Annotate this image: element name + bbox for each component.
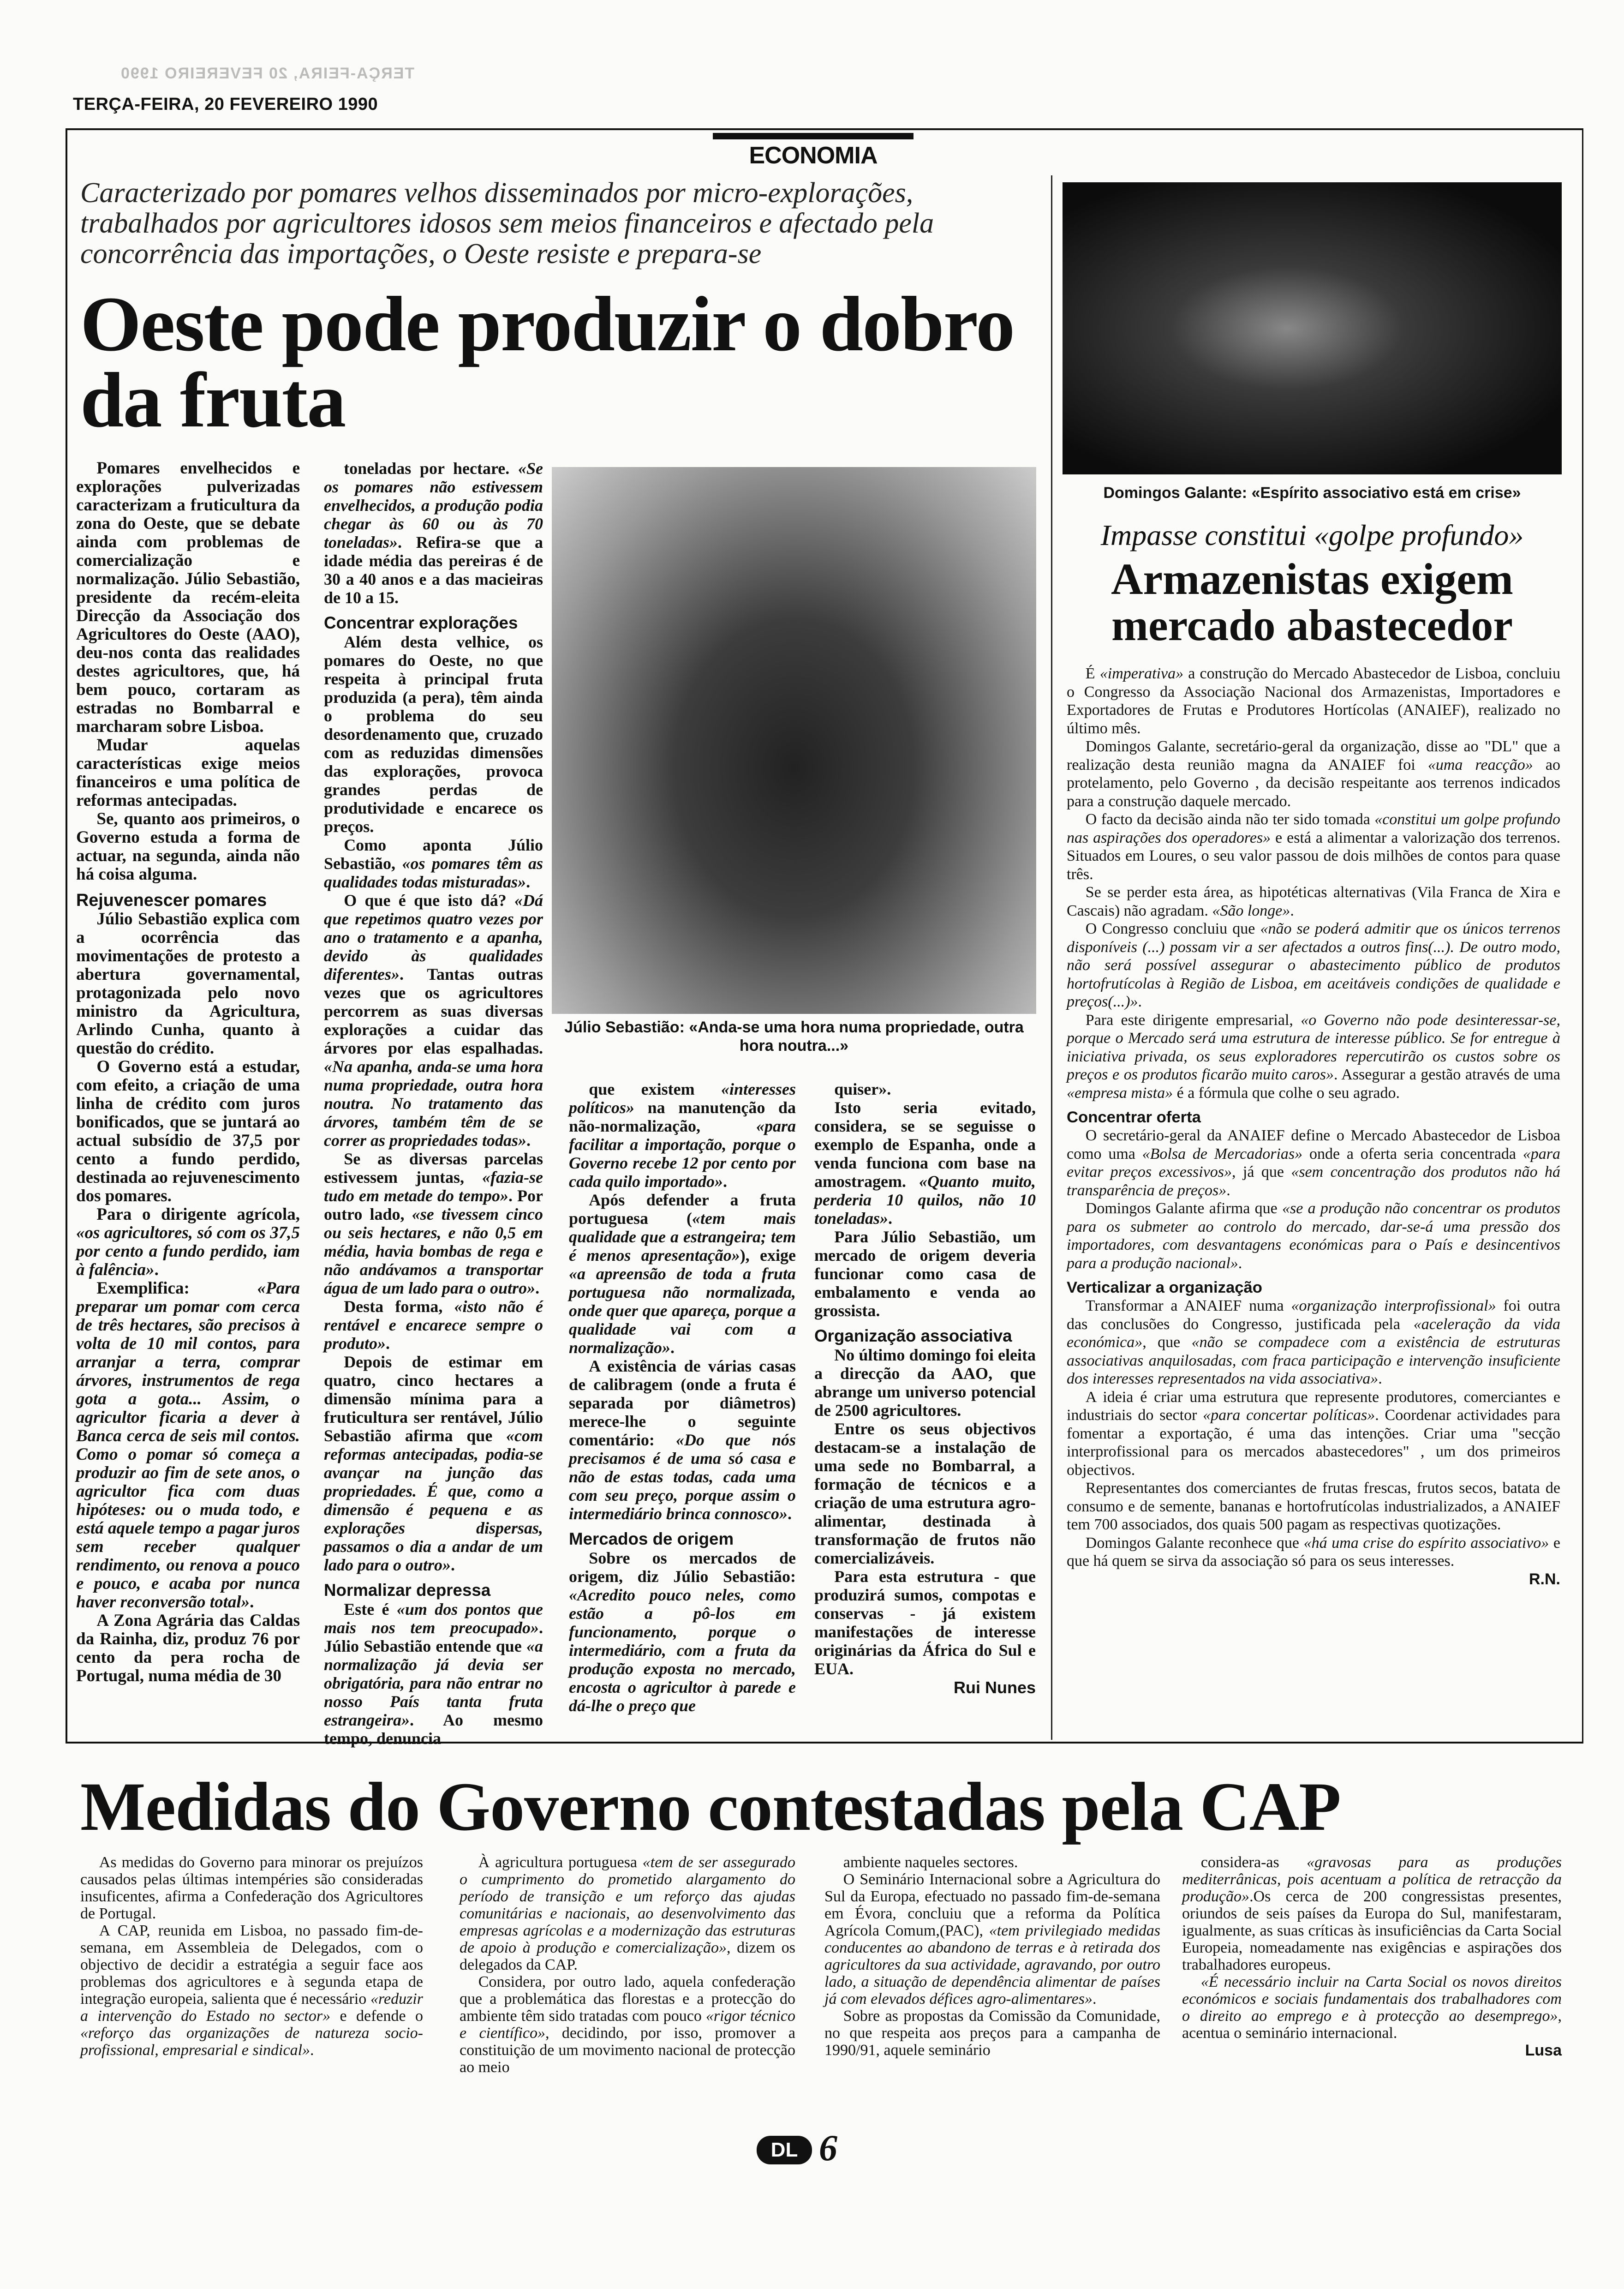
paragraph: Como aponta Júlio Sebastião, «os pomares têm as qualidades todas misturadas». (324, 836, 543, 891)
paragraph: Para Júlio Sebastião, um mercado de origem deveria funcionar como casa de embalamento e venda ao grossista. (814, 1228, 1036, 1320)
side-article-headline: Armazenistas exigem mercado abastecedor (1111, 554, 1513, 650)
subheading: Rejuvenescer pomares (76, 890, 267, 910)
paragraph: A existência de várias casas de calibragem (onde a fruta é separada por diâmetros) merece-lhe o seguinte comentário: «Do que nós precisamos é de uma só casa e não de estas todas, cada uma com seu preço, porque assim o intermediário brinca connosco». (569, 1357, 796, 1523)
article-deck: Caracterizado por pomares velhos disseminados por micro-explorações, trabalhados por agricultores idosos sem meios financeiros e afectado pela concorrência das importações, o Oeste resiste e prepara-se (80, 177, 934, 270)
paragraph: As medidas do Governo para minorar os prejuízos causados pelas últimas intempéries são consideradas insuficentes, afirma a Confederação dos Agricultores de Portugal. (80, 1854, 423, 1922)
paragraph: toneladas por hectare. «Se os pomares não estivessem envelhecidos, a produção podia chegar às 60 ou às 70 toneladas». Refira-se que a idade média das pereiras é de 30 a 40 anos e a das macieiras de 10 a 15. (324, 459, 543, 607)
paragraph: Júlio Sebastião explica com a ocorrência das movimentações de protesto a abertura governamental, protagonizada pelo novo ministro da Agricultura, Arlindo Cunha, quanto à questão do crédito. (76, 910, 300, 1058)
paragraph: O Governo está a estudar, com efeito, a criação de uma linha de crédito com juros bonificados, que se juntará ao actual subsídio de 37,5 por cento a fundo perdido, destinada ao rejuvenescimento dos pomares. (76, 1057, 300, 1205)
paragraph: Domingos Galante afirma que «se a produção não concentrar os produtos para os submeter ao controlo do mercado, dar-se-á uma pressão dos importadores, com desvantagens económicas para o País e desincentivos para a produção nacional». (1067, 1200, 1560, 1272)
section-label: ECONOMIA (713, 133, 914, 176)
paragraph: Considera, por outro lado, aquela confederação que a problemática das florestas e a protecção do ambiente têm sido tratadas com pouco «rigor técnico e científico», decidindo, por isso, promover a constituição de um movimento nacional de protecção ao meio (460, 1973, 795, 2076)
photo-julio-sebastiao (552, 467, 1036, 1014)
paragraph: Depois de estimar em quatro, cinco hectares a dimensão mínima para a fruticultura ser rentável, Júlio Sebastião afirma que «com reformas antecipadas, podia-se avançar na junção das propriedades. É que, como a dimensão é pequena e as explorações dispersas, passamos o dia a andar de um lado para o outro». (324, 1353, 543, 1574)
cap-article-headline: Medidas do Governo contestadas pela CAP (80, 1768, 1341, 1845)
paragraph: Este é «um dos pontos que mais nos tem preocupado». Júlio Sebastião entende que «a normalização já devia ser obrigatória, para não entrar no nosso País tanta fruta estrangeira». Ao mesmo tempo, denuncia (324, 1600, 543, 1748)
paragraph: quiser». (834, 1080, 891, 1098)
paragraph: «É necessário incluir na Carta Social os novos direitos económicos e sociais fundamentais dos trabalhadores com o direito ao emprego e à protecção ao desemprego», acentua o seminário internacional. (1182, 1973, 1562, 2042)
paragraph: A Zona Agrária das Caldas da Rainha, diz, produz 76 por cento da pera rocha de Portugal, numa média de 30 (76, 1611, 300, 1685)
paragraph: Domingos Galante, secretário-geral da organização, disse ao "DL" que a realização desta reunião magna da ANAIEF foi «uma reacção» ao protelamento, pelo Governo , da decisão respeitante aos terrenos indicados para a construção daquele mercado. (1067, 738, 1560, 810)
photo-caption: Júlio Sebastião: «Anda-se uma hora numa propriedade, outra hora noutra...» (564, 1019, 1024, 1055)
paragraph: Exemplifica: «Para preparar um pomar com cerca de três hectares, são precisos à volta de 10 mil contos, para arranjar a terra, comprar árvores, instrumentos de rega gota a gota... Assim, o agricultor ficaria a dever à Banca cerca de seis mil contos. Como o pomar só começa a produzir ao fim de sete anos, o agricultor fica com duas hipóteses: ou o muda todo, e está aquele tempo a pagar juros sem receber qualquer rendimento, ou renova a pouco e pouco, e acaba por nunca haver reconversão total». (76, 1279, 300, 1612)
column-divider (1051, 175, 1052, 1740)
paragraph: A ideia é criar uma estrutura que represente produtores, comerciantes e industriais do sector «para concertar políticas». Coordenar actividades para fomentar a exportação, é uma das intenções. Criar uma "secção interprofissional para os mercados abastecedores" , um dos primeiros objectivos. (1067, 1388, 1561, 1479)
paragraph: No último domingo foi eleita a direcção da AAO, que abrange um universo potencial de 2500 agricultores. (814, 1346, 1036, 1420)
subheading: Organização associativa (814, 1326, 1012, 1345)
paragraph: considera-as «gravosas para as produções mediterrânicas, pois acentuam a política de retracção da produção».Os cerca de 200 congressistas presentes, oriundos de seis países da Europa do Sul, manifestaram, igualmente, as suas críticas às insuficiências da Carta Social Europeia, nomeadamente nas exigências e aspirações dos trabalhadores europeus. (1182, 1854, 1562, 1973)
subheading: Normalizar depressa (324, 1581, 491, 1600)
paragraph: O facto da decisão ainda não ter sido tomada «constitui um golpe profundo nas aspirações dos operadores» e está a alimentar a valorização dos terrenos. Situados em Loures, o seu valor passou de dois milhões de contos para quase três. (1067, 811, 1561, 883)
side-article-body (1067, 665, 1560, 1588)
paragraph: O Congresso concluiu que «não se poderá admitir que os únicos terrenos disponíveis (...) possam vir a ser afectados a outros fins(...). De outro modo, não será possível assegurar o abastecimento público de produtos hortofrutícolas à Região de Lisboa, em aceitáveis condições de qualidade e preços(...)». (1067, 920, 1560, 1010)
paragraph: Transformar a ANAIEF numa «organização interprofissional» foi outra das conclusões do Congresso, justificada pela «aceleração da vida económica», que «não se compadece com a existência de estruturas associativas anquilosadas, com fraca participação e intervenção insuficiente dos interesses representados na vida associativa». (1067, 1297, 1561, 1387)
cap-column-2 (460, 1854, 795, 2076)
mirrored-bleed-through-text: TERÇA-FEIRA, 20 FEVEREIRO 1990 (120, 65, 415, 82)
paragraph: Entre os seus objectivos destacam-se a instalação de uma sede no Bombarral, a formação de técnicos e a criação de uma estrutura agro-alimentar, destinada à transformação de frutos não comercializáveis. (814, 1420, 1036, 1567)
subheading: Concentrar oferta (1067, 1109, 1201, 1126)
lead-column-1 (76, 459, 300, 1685)
paragraph: Representantes dos comerciantes de frutas frescas, frutos secos, batata de consumo e de semente, bananas e hortofrutícolas industrializados, a ANAIEF tem 700 associados, dos quais 500 pagam as respectivas quotizações. (1067, 1480, 1560, 1533)
paragraph: Isto seria evitado, considera, se se seguisse o exemplo de Espanha, onde a venda funciona com base na amostragem. «Quanto muito, perderia 10 quilos, não 10 toneladas». (814, 1098, 1036, 1228)
paragraph: O Seminário Internacional sobre a Agricultura do Sul da Europa, efectuado no passado fim-de-semana em Évora, concluiu que a reforma da Política Agrícola Comum,(PAC), «tem privilegiado medidas conducentes ao abandono de terras e à retirada dos agricultores da sua actividade, agravando, por outro lado, a situação de dependência alimentar de países já com elevados défices agro-alimentares». (824, 1871, 1160, 2007)
article-headline: Oeste pode produzir o dobro da fruta (80, 281, 1015, 443)
paragraph: Sobre as propostas da Comissão da Comunidade, no que respeita aos preços para a campanha de 1990/91, aquele seminário (824, 2007, 1160, 2059)
cap-column-4 (1182, 1854, 1562, 2060)
byline: Lusa (1525, 2042, 1562, 2059)
lead-column-3 (569, 1080, 796, 1715)
byline: R.N. (1529, 1570, 1560, 1588)
paragraph: O secretário-geral da ANAIEF define o Mercado Abastecedor de Lisboa como uma «Bolsa de Mercadorias» onde a oferta seria concentrada «para evitar preços excessivos», já que «sem concentração dos produtos não há transparência de preços». (1067, 1127, 1561, 1199)
side-article-kicker: Impasse constitui «golpe profundo» (1100, 519, 1524, 551)
byline: Rui Nunes (953, 1678, 1036, 1697)
paragraph: Se, quanto aos primeiros, o Governo estuda a forma de actuar, na segunda, ainda não há coisa alguma. (76, 809, 300, 884)
lead-column-2 (324, 459, 543, 1748)
page-number: 6 (819, 2128, 837, 2169)
paragraph: Para esta estrutura - que produzirá sumos, compotas e conservas - já existem manifestações de interesse originárias da África do Sul e EUA. (814, 1567, 1036, 1678)
subheading: Mercados de origem (569, 1529, 734, 1548)
cap-column-3 (824, 1854, 1160, 2059)
paragraph: Após defender a fruta portuguesa («tem mais qualidade que a estrangeira; tem é menos apresentação»), exige «a apreensão de toda a fruta portuguesa não normalizada, onde quer que apareça, porque a qualidade vai com a normalização». (569, 1191, 796, 1357)
paragraph: Desta forma, «isto não é rentável e encarece sempre o produto». (324, 1297, 543, 1353)
paragraph: Mudar aquelas características exige meios financeiros e uma política de reformas antecipadas. (76, 736, 300, 810)
photo-domingos-galante (1063, 182, 1562, 474)
paragraph: Domingos Galante reconhece que «há uma crise do espírito associativo» e que há quem se sirva da associação só para os seus interesses. (1067, 1534, 1561, 1570)
paragraph: ambiente naqueles sectores. (843, 1854, 1018, 1871)
paragraph: que existem «interesses políticos» na manutenção da não-normalização, «para facilitar a importação, porque o Governo recebe 12 por cento por cada quilo importado». (569, 1080, 796, 1191)
paragraph: É «imperativa» a construção do Mercado Abastecedor de Lisboa, concluiu o Congresso da Associação Nacional dos Armazenistas, Importadores e Exportadores de Frutas e Produtores Hortícolas (ANAIEF), realizado no último mês. (1067, 665, 1560, 737)
paragraph: Pomares envelhecidos e explorações pulverizadas caracterizam a fruticultura da zona do Oeste, que se debate ainda com problemas de comercialização e normalização. Júlio Sebastião, presidente da recém-eleita Direcção da Associação dos Agricultores do Oeste (AAO), deu-nos conta das realidades destes agricultores, que, há bem pouco, cortaram as estradas no Bombarral e marcharam sobre Lisboa. (76, 459, 300, 736)
paragraph: Para o dirigente agrícola, «os agricultores, só com os 37,5 por cento a fundo perdido, iam à falência». (76, 1205, 300, 1279)
paragraph: À agricultura portuguesa «tem de ser assegurado o cumprimento do prometido alargamento do período de transição e um reforço das ajudas comunitárias e nacionais, ao desenvolvimento das empresas agrícolas e a modernização das estruturas de apoio à produção e comercialização», dizem os delegados da CAP. (460, 1854, 795, 1973)
subheading: Verticalizar a organização (1067, 1279, 1262, 1296)
subheading: Concentrar explorações (324, 613, 518, 632)
issue-date: TERÇA-FEIRA, 20 FEVEREIRO 1990 (73, 95, 378, 114)
cap-column-1 (80, 1854, 423, 2059)
photo-caption: Domingos Galante: «Espírito associativo está em crise» (1103, 484, 1521, 502)
paragraph: Sobre os mercados de origem, diz Júlio Sebastião: «Acredito pouco neles, como estão a pô-los em funcionamento, porque o intermediário, com a fruta da produção exposta no mercado, encosta o agricultor à parede e dá-lhe o preço que (569, 1549, 796, 1715)
lead-column-4 (814, 1080, 1036, 1697)
paragraph: Para este dirigente empresarial, «o Governo não pode desinteressar-se, porque o Mercado será uma estrutura de interesse público. Se for entregue à iniciativa privada, os seus exploradores repercutirão os custos sobre os preços e os produtos ficarão muito caros». Assegurar a gestão através de uma «empresa mista» é a fórmula que colhe o seu agrado. (1067, 1011, 1560, 1102)
paragraph: Se se perder esta área, as hipotéticas alternativas (Vila Franca de Xira e Cascais) não agradam. «São longe». (1067, 884, 1560, 919)
paragraph: O que é que isto dá? «Dá que repetimos quatro vezes por ano o tratamento e a apanha, devido às qualidades diferentes». Tantas outras vezes que os agricultores percorrem as suas diversas explorações a cuidar das árvores por elas espalhadas. «Na apanha, anda-se uma hora numa propriedade, outra hora noutra. No tratamento das árvores, também têm de se correr as propriedades todas». (324, 891, 543, 1150)
paragraph: Se as diversas parcelas estivessem juntas, «fazia-se tudo em metade do tempo». Por outro lado, «se tivessem cinco ou seis hectares, e não 0,5 em média, havia bombas de rega e não andávamos a transportar água de um lado para o outro». (324, 1150, 543, 1297)
paragraph: A CAP, reunida em Lisboa, no passado fim-de-semana, em Assembleia de Delegados, com o objectivo de decidir a estratégia a seguir face aos problemas dos agricultores e à segunda etapa de integração europeia, salienta que é necessário «reduzir a intervenção do Estado no sector» e defende o «reforço das organizações de natureza socio-profissional, empresarial e sindical». (80, 1922, 423, 2059)
newspaper-logo: DL (757, 2136, 812, 2164)
paragraph: Além desta velhice, os pomares do Oeste, no que respeita à principal fruta produzida (a pera), têm ainda o problema do seu desordenamento que, cruzado com as reduzidas dimensões das explorações, provoca grandes perdas de produtividade e encarece os preços. (324, 633, 543, 836)
